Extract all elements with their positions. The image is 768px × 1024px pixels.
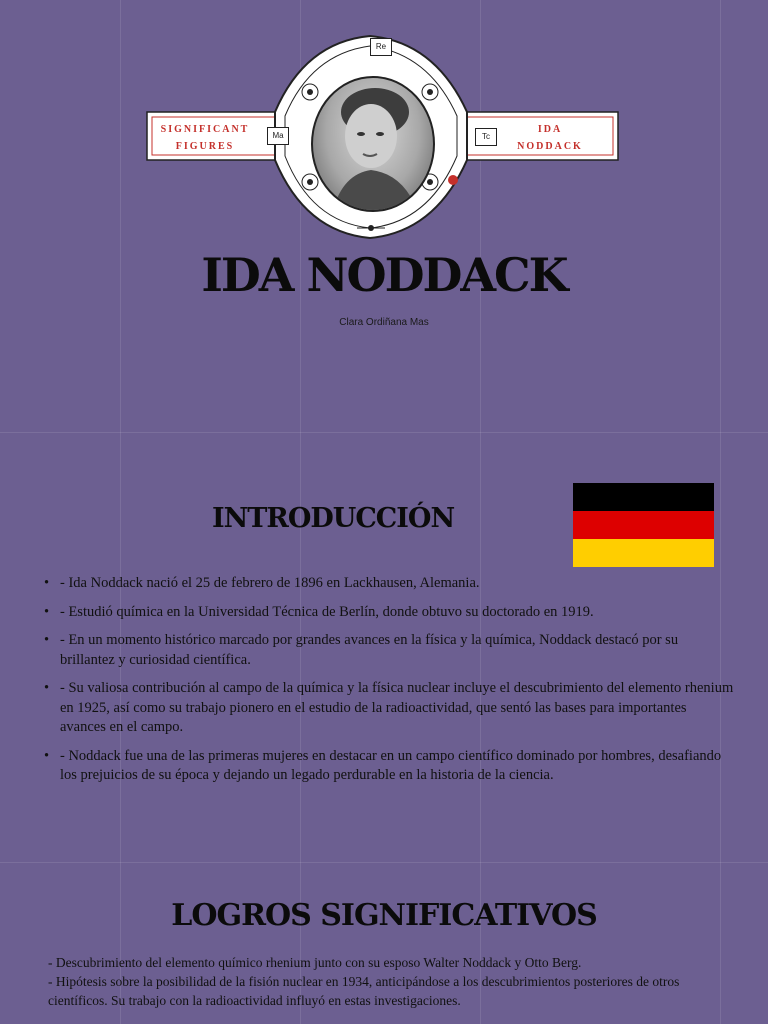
list-item: • - Estudió química en la Universidad Técnica de Berlín, donde obtuvo su doctorado en 1919. [44,603,734,623]
intro-bullet-list [44,574,734,795]
element-box-tc: Tc [475,128,497,146]
ribbon-left-line: FIGURES [175,141,235,152]
cigar-band-badge [145,32,620,242]
logros-line: - Hipótesis sobre la posibilidad de la fisión nuclear en 1934, anticipándose a los descubrimientos posteriores de otros científicos. Su trabajo con la radioactividad influyó en estas investigaciones. [48,974,680,1008]
list-item: • - En un momento histórico marcado por grandes avances en la física y la química, Noddack destacó por su brillantez y curiosidad científica. [44,631,734,670]
guide-line [720,0,721,1024]
ribbon-left-line: SIGNIFICANT [160,124,250,135]
guide-line [0,432,768,433]
flag-stripe-red [573,511,714,539]
logros-heading: LOGROS SIGNIFICATIVOS [171,898,597,933]
guide-line [120,0,121,1024]
germany-flag [573,483,714,567]
flag-stripe-black [573,483,714,511]
logros-body [48,953,738,1010]
logros-line: - Descubrimiento del elemento químico rhenium junto con su esposo Walter Noddack y Otto Berg. [48,955,582,970]
list-item: • - Ida Noddack nació el 25 de febrero de 1896 en Lackhausen, Alemania. [44,574,734,594]
guide-line [0,862,768,863]
ribbon-right-text [500,121,600,155]
portrait-photo [311,76,435,212]
flag-stripe-gold [573,539,714,567]
element-box-ma: Ma [267,127,289,145]
element-box-re: Re [370,38,392,56]
list-item: • - Noddack fue una de las primeras mujeres en destacar en un campo científico dominado por hombres, desafiando los prejuicios de su época y dejando un legado perdurable en la historia de la ciencia. [44,747,734,786]
page-title: IDA NODDACK [201,248,567,302]
ribbon-left-text [155,121,255,155]
list-item: • - Su valiosa contribución al campo de la química y la física nuclear incluye el descubrimiento del elemento rhenium en 1925, así como su trabajo pionero en el estudio de la radioactividad, que sentó las bases para importantes avances en el campo. [44,679,734,738]
intro-heading: INTRODUCCIÓN [212,503,455,534]
author-name: Clara Ordiñana Mas [339,317,429,328]
ribbon-right-line: IDA [537,124,563,135]
ribbon-right-line: NODDACK [517,141,583,152]
